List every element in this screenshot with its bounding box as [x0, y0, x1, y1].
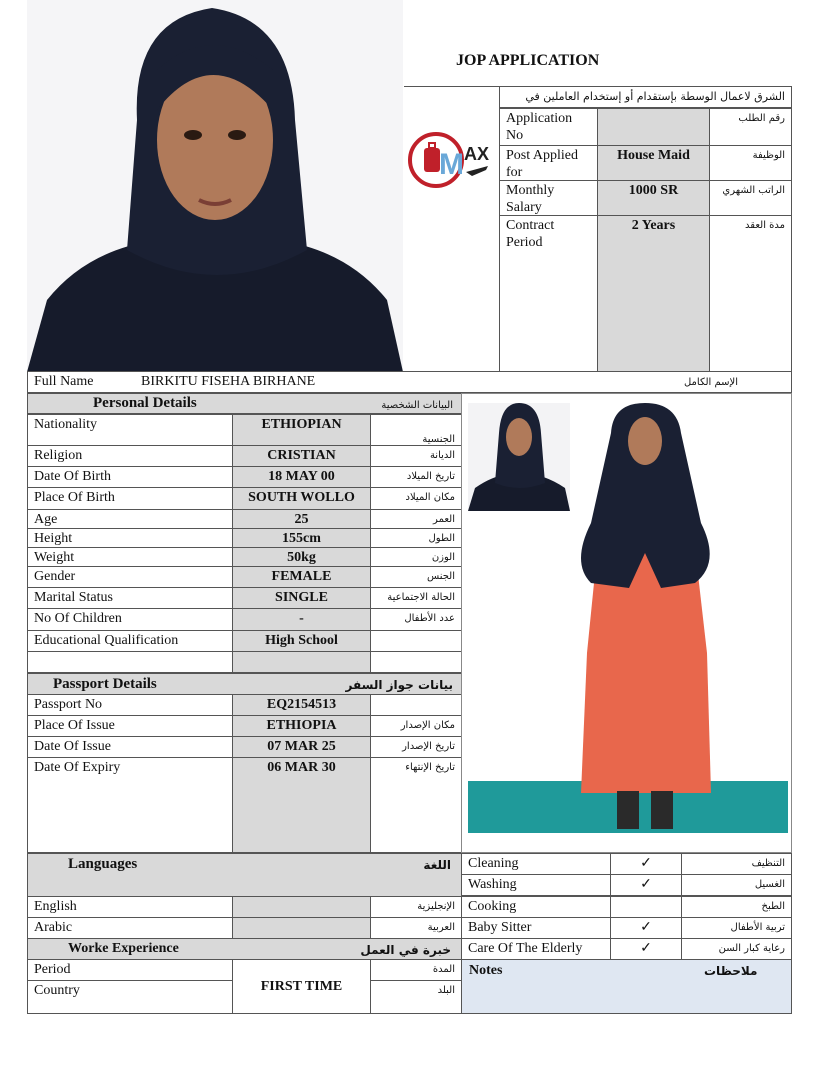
blank-row-ar — [370, 651, 462, 673]
skill-label: Cooking — [461, 896, 611, 918]
personal-value: CRISTIAN — [232, 445, 371, 467]
language-value — [232, 917, 371, 939]
personal-value: 18 MAY 00 — [232, 466, 371, 488]
passport-value: 07 MAR 25 — [232, 736, 371, 758]
personal-value: 25 — [232, 509, 371, 529]
personal-ar: الوزن — [370, 547, 462, 567]
skill-label: Cleaning — [461, 853, 611, 875]
notes-box — [461, 959, 792, 1014]
app-no-ar: رقم الطلب — [709, 108, 792, 146]
language-value — [232, 896, 371, 918]
personal-label: Date Of Birth — [27, 466, 233, 488]
app-no-value — [597, 108, 710, 146]
skill-ar: تربية الأطفال — [681, 917, 792, 939]
skill-check: ✓ — [610, 917, 682, 939]
salary-value: 1000 SR — [597, 180, 710, 216]
personal-label: Religion — [27, 445, 233, 467]
language-label: English — [27, 896, 233, 918]
skill-check: ✓ — [610, 853, 682, 875]
language-ar: العربية — [370, 917, 462, 939]
personal-value: ETHIOPIAN — [232, 414, 371, 446]
personal-header-ar: البيانات الشخصية — [381, 400, 453, 411]
language-label: Arabic — [27, 917, 233, 939]
personal-label: Height — [27, 528, 233, 548]
skill-ar: الغسيل — [681, 874, 792, 896]
salary-label: Monthly Salary — [499, 180, 598, 216]
company-logo — [406, 118, 496, 204]
personal-value: SOUTH WOLLO — [232, 487, 371, 510]
passport-value: ETHIOPIA — [232, 715, 371, 737]
languages-header — [27, 853, 462, 897]
personal-ar — [370, 630, 462, 652]
personal-label: Nationality — [27, 414, 233, 446]
full-name-row — [27, 371, 792, 393]
personal-ar: عدد الأطفال — [370, 608, 462, 631]
skill-check: ✓ — [610, 938, 682, 960]
personal-ar: تاريخ الميلاد — [370, 466, 462, 488]
experience-header-label: Worke Experience — [68, 941, 179, 956]
notes-ar: ملاحظات — [704, 964, 758, 978]
passport-ar: مكان الإصدار — [370, 715, 462, 737]
skill-ar: التنظيف — [681, 853, 792, 875]
contract-label: Contract Period — [499, 215, 598, 372]
personal-ar: العمر — [370, 509, 462, 529]
skill-check — [610, 896, 682, 918]
passport-label: Date Of Issue — [27, 736, 233, 758]
passport-label: Passport No — [27, 694, 233, 716]
personal-ar: الطول — [370, 528, 462, 548]
passport-value: 06 MAR 30 — [232, 757, 371, 853]
svg-text:M: M — [439, 148, 464, 181]
languages-header-label: Languages — [68, 856, 138, 872]
post-ar: الوظيفة — [709, 145, 792, 181]
language-ar: الإنجليزية — [370, 896, 462, 918]
personal-header — [27, 393, 462, 414]
svg-text:AX: AX — [464, 144, 490, 164]
personal-value: - — [232, 608, 371, 631]
notes-label: Notes — [469, 963, 503, 978]
skill-label: Washing — [461, 874, 611, 896]
personal-label: Educational Qualification — [27, 630, 233, 652]
passport-header-ar: بيانات جواز السفر — [345, 678, 453, 692]
skill-label: Care Of The Elderly — [461, 938, 611, 960]
languages-header-ar: اللغة — [423, 858, 451, 872]
period-ar: المدة — [370, 959, 462, 981]
blank-row-value — [232, 651, 371, 673]
passport-header-label: Passport Details — [53, 676, 157, 692]
photos-panel — [461, 393, 792, 853]
experience-header — [27, 938, 462, 960]
personal-label: Marital Status — [27, 587, 233, 609]
personal-ar: الجنسية — [370, 414, 462, 446]
skill-ar: الطبخ — [681, 896, 792, 918]
personal-header-label: Personal Details — [93, 395, 197, 411]
personal-value: High School — [232, 630, 371, 652]
passport-value: EQ2154513 — [232, 694, 371, 716]
passport-label: Place Of Issue — [27, 715, 233, 737]
full-name-value: BIRKITU FISEHA BIRHANE — [141, 374, 316, 389]
blank-row-label — [27, 651, 233, 673]
personal-label: Gender — [27, 566, 233, 588]
post-label: Post Applied for — [499, 145, 598, 181]
personal-ar: مكان الميلاد — [370, 487, 462, 510]
full-body-photo — [468, 403, 788, 833]
personal-ar: الحالة الاجتماعية — [370, 587, 462, 609]
skill-label: Baby Sitter — [461, 917, 611, 939]
passport-label: Date Of Expiry — [27, 757, 233, 853]
salary-ar: الراتب الشهري — [709, 180, 792, 216]
personal-ar: الجنس — [370, 566, 462, 588]
personal-value: FEMALE — [232, 566, 371, 588]
personal-label: No Of Children — [27, 608, 233, 631]
country-ar: البلد — [370, 980, 462, 1014]
full-name-ar: الإسم الكامل — [683, 377, 738, 388]
experience-value: FIRST TIME — [232, 959, 371, 1014]
contract-value: 2 Years — [597, 215, 710, 372]
contract-ar: مدة العقد — [709, 215, 792, 372]
period-label: Period — [27, 959, 233, 981]
passport-ar: تاريخ الإنتهاء — [370, 757, 462, 853]
portrait-photo — [27, 0, 403, 372]
personal-value: SINGLE — [232, 587, 371, 609]
personal-label: Age — [27, 509, 233, 529]
passport-ar — [370, 694, 462, 716]
post-value: House Maid — [597, 145, 710, 181]
personal-label: Place Of Birth — [27, 487, 233, 510]
personal-label: Weight — [27, 547, 233, 567]
app-no-label: Application No — [499, 108, 598, 146]
experience-header-ar: خبرة في العمل — [360, 943, 451, 957]
passport-header — [27, 673, 462, 695]
personal-value: 155cm — [232, 528, 371, 548]
full-name-label: Full Name — [34, 374, 94, 389]
personal-value: 50kg — [232, 547, 371, 567]
skill-ar: رعاية كبار السن — [681, 938, 792, 960]
passport-ar: تاريخ الإصدار — [370, 736, 462, 758]
company-name-ar: الشرق لاعمال الوسطة بإستقدام أو إستخدام العاملين في — [499, 86, 792, 108]
skill-check: ✓ — [610, 874, 682, 896]
personal-ar: الديانة — [370, 445, 462, 467]
country-label: Country — [27, 980, 233, 1014]
page-title: JOP APPLICATION — [456, 52, 600, 69]
